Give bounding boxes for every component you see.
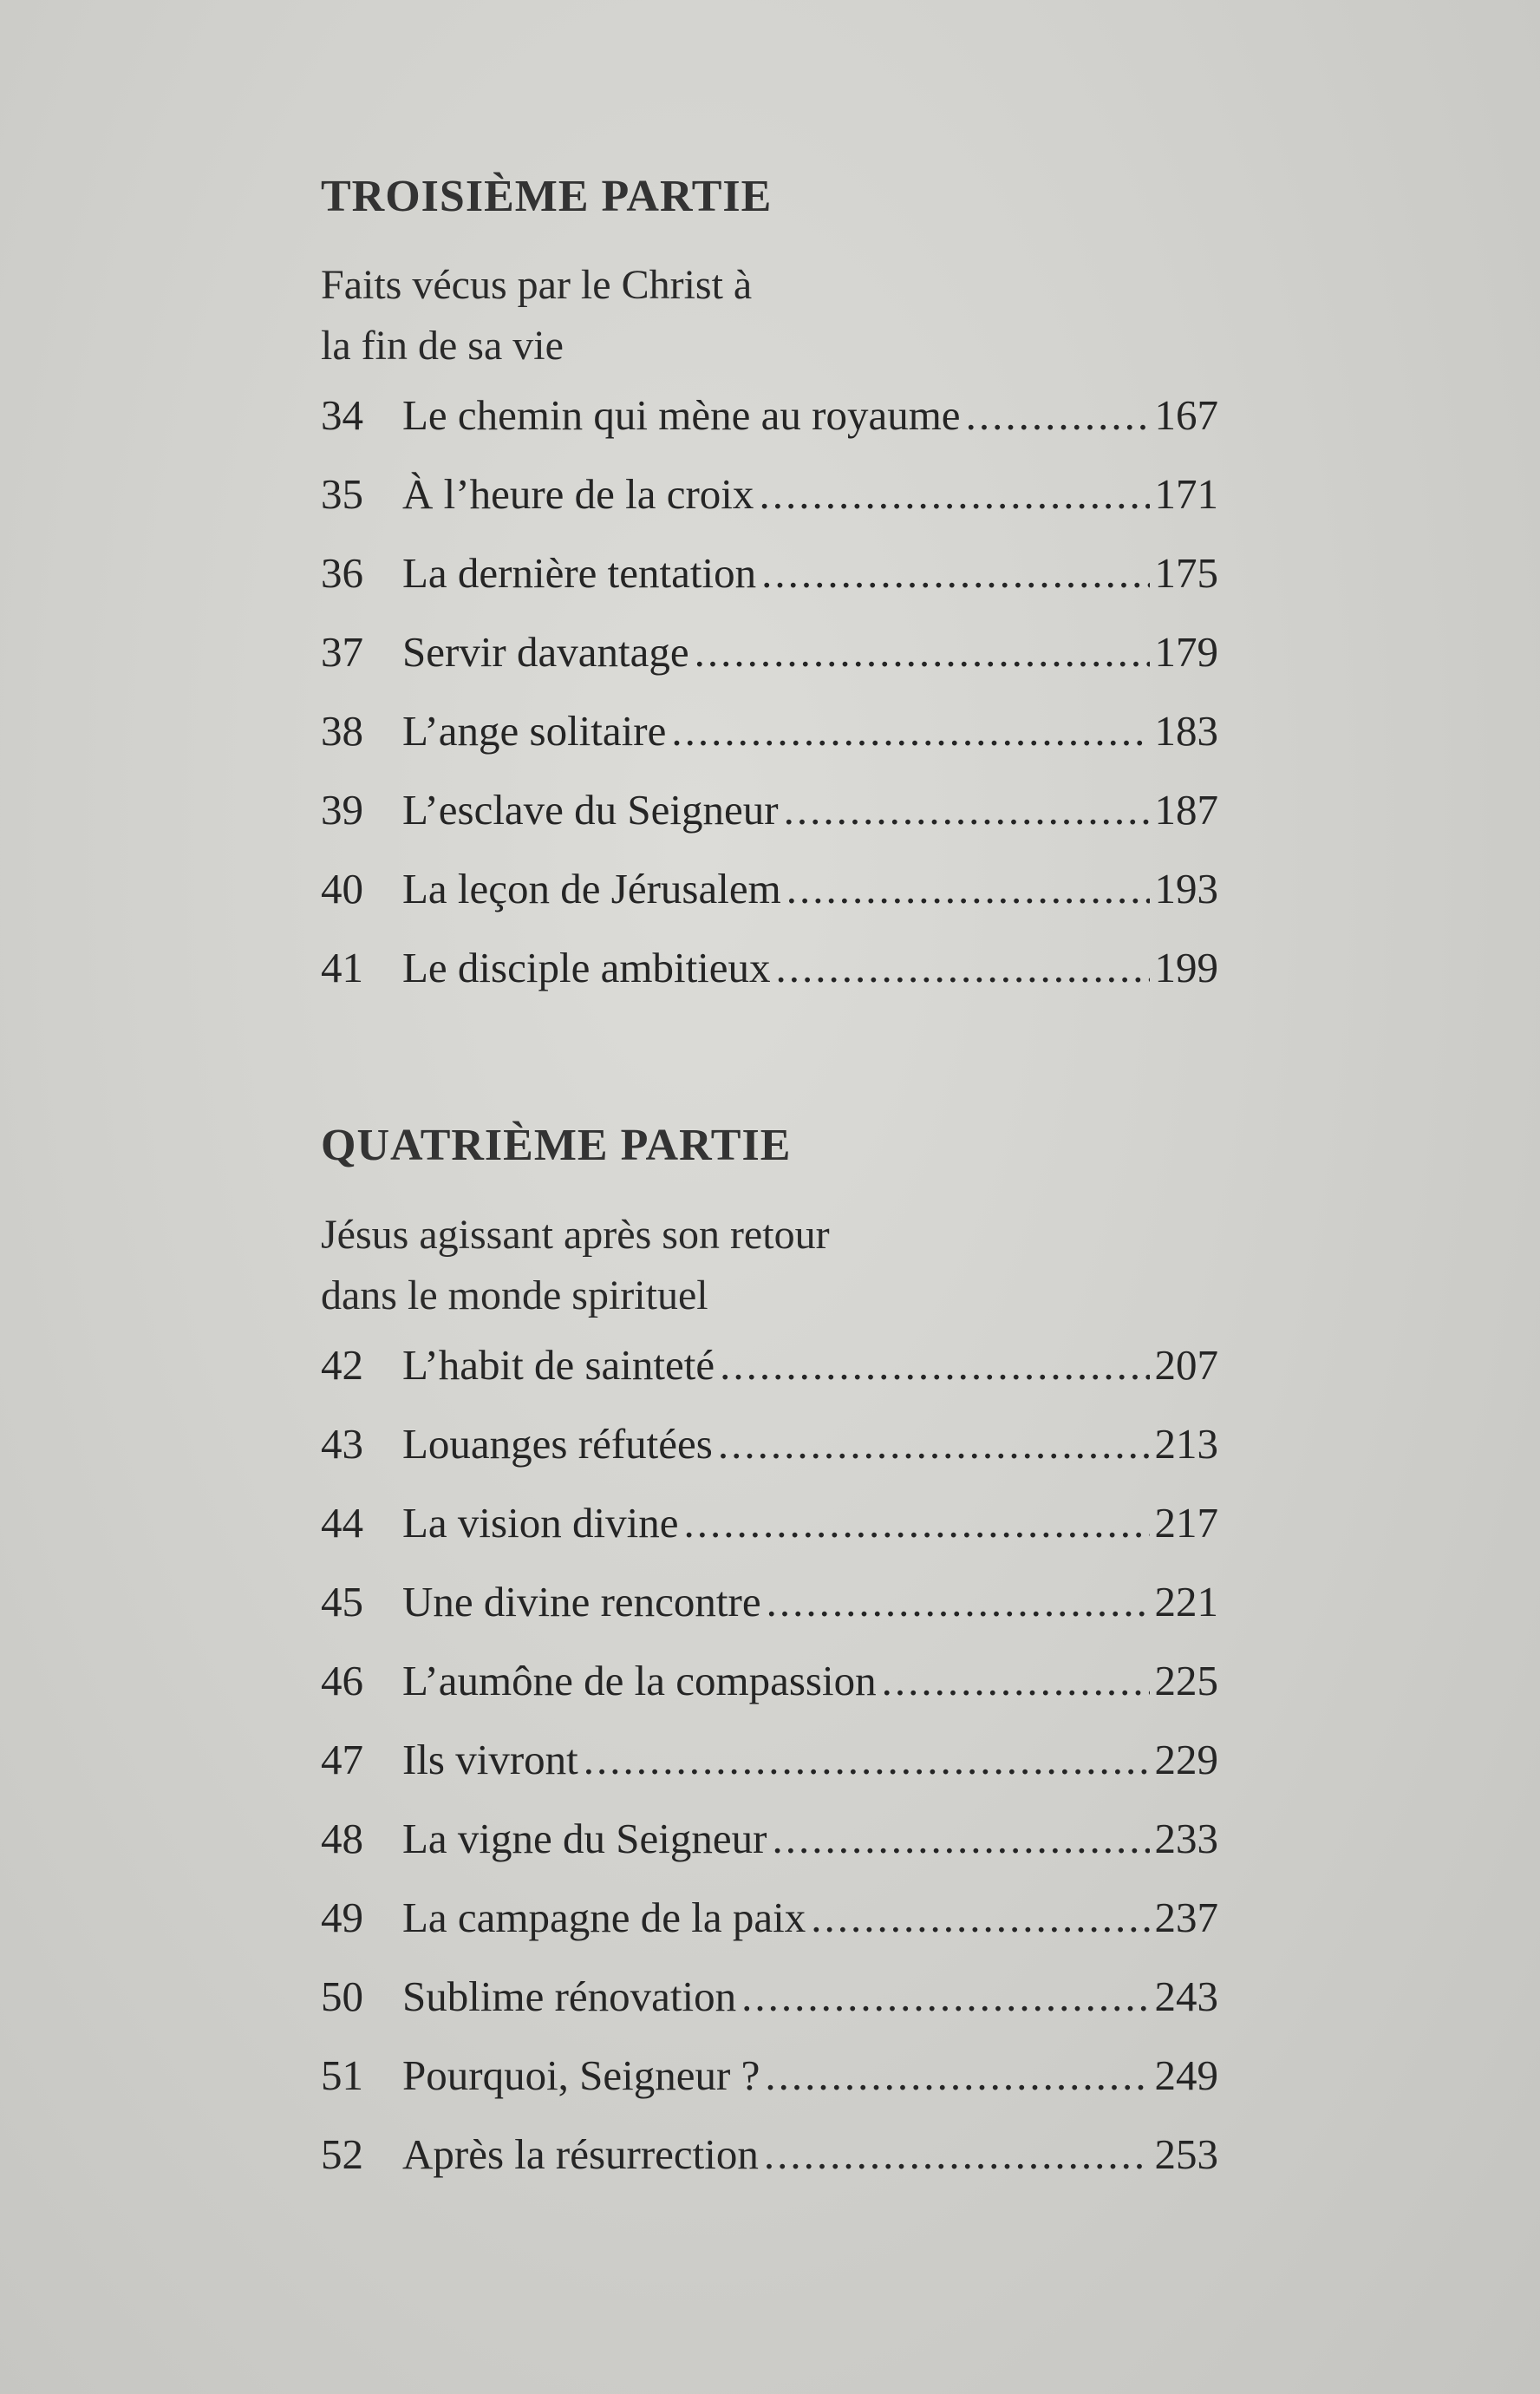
table-of-contents: [321, 170, 1218, 2208]
chapter-number: 47: [321, 1735, 363, 1783]
page-number: 167: [1154, 391, 1218, 440]
page-number: 187: [1154, 786, 1218, 834]
chapter-title: L’aumône de la compassion: [402, 1656, 877, 1704]
part-title: TROISIÈME PARTIE: [321, 172, 773, 221]
chapter-number: 40: [321, 865, 363, 913]
page-number: 249: [1154, 2051, 1218, 2099]
page-number: 243: [1154, 1972, 1218, 2020]
chapter-number: 48: [321, 1814, 363, 1862]
page-number: 213: [1154, 1419, 1218, 1468]
toc-entry: [321, 1972, 1218, 2051]
chapter-title: L’ange solitaire: [402, 707, 667, 755]
chapter-title: La leçon de Jérusalem: [402, 865, 781, 913]
chapter-number: 38: [321, 707, 363, 755]
chapter-number: 46: [321, 1656, 363, 1704]
chapter-title: L’habit de sainteté: [402, 1340, 715, 1389]
toc-entry: [321, 1814, 1218, 1893]
toc-entry: [321, 390, 1218, 469]
section-part-three: [321, 170, 1218, 1022]
chapter-title: Servir davantage: [402, 628, 689, 677]
toc-entry: [321, 1656, 1218, 1735]
chapter-title: La vigne du Seigneur: [402, 1814, 767, 1862]
toc-entry: [321, 548, 1218, 627]
chapter-number: 43: [321, 1419, 363, 1468]
entry-list: [321, 1340, 1218, 2208]
chapter-title: Le chemin qui mène au royaume: [402, 391, 961, 440]
dot-leader: [718, 1419, 1150, 1468]
chapter-number: 52: [321, 2129, 363, 2178]
chapter-number: 42: [321, 1340, 363, 1389]
chapter-number: 34: [321, 391, 363, 440]
toc-entry: [321, 1893, 1218, 1972]
toc-entry: [321, 627, 1218, 706]
chapter-number: 51: [321, 2051, 363, 2099]
dot-leader: [786, 864, 1150, 913]
chapter-number: 39: [321, 786, 363, 834]
dot-leader: [882, 1656, 1150, 1705]
chapter-number: 49: [321, 1893, 363, 1941]
page-number: 199: [1154, 944, 1218, 992]
toc-entry: [321, 1577, 1218, 1656]
dot-leader: [765, 2051, 1149, 2100]
toc-entry: [321, 864, 1218, 943]
chapter-number: 35: [321, 470, 363, 519]
dot-leader: [759, 469, 1149, 519]
chapter-title: Ils vivront: [402, 1735, 578, 1783]
part-subtitle: Faits vécus par le Christ à la fin de sa vie: [321, 262, 753, 370]
dot-leader: [683, 1498, 1149, 1547]
dot-leader: [767, 1577, 1150, 1626]
part-subtitle: Jésus agissant après son retour dans le monde spirituel: [321, 1211, 830, 1318]
part-title: QUATRIÈME PARTIE: [321, 1121, 792, 1171]
chapter-title: Louanges réfutées: [402, 1419, 713, 1468]
dot-leader: [671, 706, 1149, 755]
toc-entry: [321, 1498, 1218, 1577]
dot-leader: [811, 1893, 1149, 1942]
page-number: 171: [1154, 470, 1218, 519]
page-number: 225: [1154, 1656, 1218, 1704]
page-number: 253: [1154, 2129, 1218, 2178]
page-number: 193: [1154, 865, 1218, 913]
dot-leader: [741, 1972, 1149, 2021]
dot-leader: [695, 627, 1150, 677]
chapter-title: La campagne de la paix: [402, 1893, 806, 1941]
chapter-title: Après la résurrection: [402, 2129, 759, 2178]
page-number: 221: [1154, 1577, 1218, 1625]
dot-leader: [761, 548, 1149, 598]
page-number: 237: [1154, 1893, 1218, 1941]
chapter-number: 41: [321, 944, 363, 992]
toc-entry: [321, 1340, 1218, 1419]
chapter-title: Pourquoi, Seigneur ?: [402, 2051, 760, 2099]
toc-entry: [321, 2129, 1218, 2208]
chapter-title: La dernière tentation: [402, 549, 757, 598]
chapter-number: 50: [321, 1972, 363, 2020]
chapter-title: À l’heure de la croix: [402, 470, 754, 519]
page-number: 175: [1154, 549, 1218, 598]
dot-leader: [720, 1340, 1149, 1390]
chapter-number: 44: [321, 1498, 363, 1547]
dot-leader: [776, 943, 1150, 992]
chapter-title: L’esclave du Seigneur: [402, 786, 779, 834]
toc-entry: [321, 2051, 1218, 2129]
toc-entry: [321, 1419, 1218, 1498]
dot-leader: [784, 785, 1150, 834]
dot-leader: [764, 2129, 1150, 2179]
chapter-title: La vision divine: [402, 1498, 679, 1547]
page-number: 233: [1154, 1814, 1218, 1862]
toc-entry: [321, 469, 1218, 548]
page-number: 217: [1154, 1498, 1218, 1547]
page-number: 207: [1154, 1340, 1218, 1389]
chapter-title: Sublime rénovation: [402, 1972, 737, 2020]
dot-leader: [966, 390, 1150, 440]
section-part-four: [321, 1119, 1218, 2208]
toc-entry: [321, 943, 1218, 1022]
page-number: 179: [1154, 628, 1218, 677]
chapter-number: 36: [321, 549, 363, 598]
toc-entry: [321, 706, 1218, 785]
toc-entry: [321, 785, 1218, 864]
chapter-title: Le disciple ambitieux: [402, 944, 771, 992]
dot-leader: [772, 1814, 1149, 1863]
page-number: 183: [1154, 707, 1218, 755]
chapter-number: 37: [321, 628, 363, 677]
toc-entry: [321, 1735, 1218, 1814]
dot-leader: [584, 1735, 1150, 1784]
entry-list: [321, 390, 1218, 1022]
page-number: 229: [1154, 1735, 1218, 1783]
chapter-number: 45: [321, 1577, 363, 1625]
chapter-title: Une divine rencontre: [402, 1577, 761, 1625]
